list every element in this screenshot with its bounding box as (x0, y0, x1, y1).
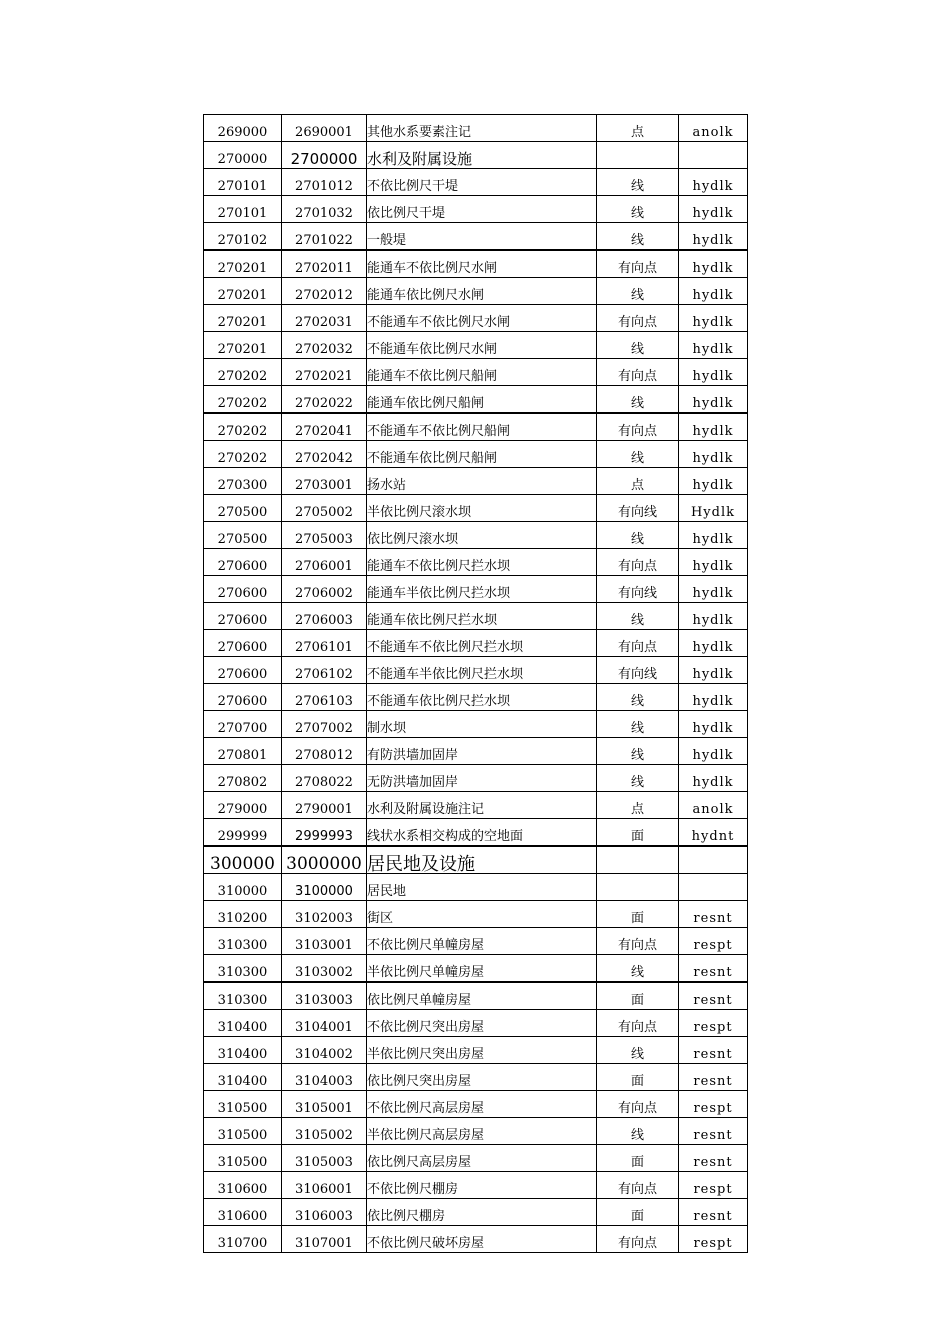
table-row (204, 928, 748, 955)
feature-code-cell: 2702021 (282, 359, 367, 386)
category-code-cell: 310300 (204, 955, 282, 983)
table-row (204, 1037, 748, 1064)
feature-code-cell: 3106003 (282, 1199, 367, 1226)
geometry-type-cell: 面 (597, 901, 679, 928)
category-code-cell: 270201 (204, 250, 282, 278)
feature-name-cell: 不依比例尺棚房 (367, 1172, 597, 1199)
feature-name-cell: 一般堤 (367, 223, 597, 251)
table-body (204, 115, 748, 1253)
layer-name-cell: respt (679, 928, 748, 955)
table-row (204, 982, 748, 1010)
feature-name-cell: 水利及附属设施 (367, 142, 597, 169)
table-row (204, 874, 748, 901)
geometry-type-cell: 线 (597, 196, 679, 223)
geometry-type-cell: 点 (597, 792, 679, 819)
table-row (204, 1145, 748, 1172)
table-row (204, 765, 748, 792)
layer-name-cell: respt (679, 1091, 748, 1118)
feature-code-table (203, 114, 748, 1253)
geometry-type-cell: 面 (597, 982, 679, 1010)
feature-name-cell: 不依比例尺破坏房屋 (367, 1226, 597, 1253)
feature-code-cell: 3105002 (282, 1118, 367, 1145)
feature-name-cell: 半依比例尺突出房屋 (367, 1037, 597, 1064)
feature-name-cell: 不能通车半依比例尺拦水坝 (367, 657, 597, 684)
feature-name-cell: 不依比例尺单幢房屋 (367, 928, 597, 955)
feature-name-cell: 不依比例尺突出房屋 (367, 1010, 597, 1037)
layer-name-cell: resnt (679, 1037, 748, 1064)
layer-name-cell: Hydlk (679, 495, 748, 522)
layer-name-cell: hydlk (679, 603, 748, 630)
table-row (204, 901, 748, 928)
layer-name-cell: anolk (679, 115, 748, 142)
geometry-type-cell (597, 874, 679, 901)
feature-name-cell: 居民地及设施 (367, 846, 597, 874)
layer-name-cell: hydlk (679, 549, 748, 576)
table-row (204, 576, 748, 603)
table-row (204, 522, 748, 549)
layer-name-cell: hydlk (679, 250, 748, 278)
table-row (204, 495, 748, 522)
feature-name-cell: 街区 (367, 901, 597, 928)
geometry-type-cell: 有向点 (597, 413, 679, 441)
layer-name-cell: hydlk (679, 278, 748, 305)
geometry-type-cell: 线 (597, 1118, 679, 1145)
category-code-cell: 310400 (204, 1010, 282, 1037)
geometry-type-cell: 线 (597, 386, 679, 414)
layer-name-cell: hydlk (679, 684, 748, 711)
table-row (204, 1091, 748, 1118)
category-code-cell: 310500 (204, 1145, 282, 1172)
layer-name-cell: resnt (679, 901, 748, 928)
geometry-type-cell: 有向点 (597, 630, 679, 657)
category-code-cell: 270101 (204, 196, 282, 223)
feature-name-cell: 有防洪墙加固岸 (367, 738, 597, 765)
category-code-cell: 270600 (204, 630, 282, 657)
layer-name-cell: respt (679, 1172, 748, 1199)
feature-code-cell: 2706102 (282, 657, 367, 684)
category-code-cell: 269000 (204, 115, 282, 142)
feature-code-cell: 3105001 (282, 1091, 367, 1118)
feature-code-cell: 3105003 (282, 1145, 367, 1172)
feature-code-cell: 2702011 (282, 250, 367, 278)
layer-name-cell: resnt (679, 982, 748, 1010)
geometry-type-cell: 线 (597, 738, 679, 765)
feature-code-cell: 2702031 (282, 305, 367, 332)
geometry-type-cell: 点 (597, 468, 679, 495)
category-code-cell: 279000 (204, 792, 282, 819)
geometry-type-cell: 有向点 (597, 1010, 679, 1037)
category-code-cell: 270802 (204, 765, 282, 792)
feature-code-cell: 3103003 (282, 982, 367, 1010)
feature-name-cell: 不能通车依比例尺拦水坝 (367, 684, 597, 711)
feature-name-cell: 能通车不依比例尺拦水坝 (367, 549, 597, 576)
table-row (204, 738, 748, 765)
feature-code-cell: 2690001 (282, 115, 367, 142)
feature-code-cell: 2706103 (282, 684, 367, 711)
feature-code-cell: 3104003 (282, 1064, 367, 1091)
geometry-type-cell: 线 (597, 223, 679, 251)
layer-name-cell: resnt (679, 1199, 748, 1226)
feature-code-cell: 2702012 (282, 278, 367, 305)
feature-name-cell: 线状水系相交构成的空地面 (367, 819, 597, 847)
table-row (204, 305, 748, 332)
layer-name-cell: resnt (679, 1145, 748, 1172)
feature-name-cell: 依比例尺突出房屋 (367, 1064, 597, 1091)
layer-name-cell: respt (679, 1010, 748, 1037)
geometry-type-cell: 有向点 (597, 928, 679, 955)
feature-code-cell: 2702042 (282, 441, 367, 468)
feature-code-cell: 2706101 (282, 630, 367, 657)
table-row (204, 468, 748, 495)
table-row (204, 1064, 748, 1091)
feature-code-cell: 2701012 (282, 169, 367, 196)
table-row (204, 549, 748, 576)
table-row (204, 792, 748, 819)
category-code-cell: 310400 (204, 1037, 282, 1064)
feature-name-cell: 无防洪墙加固岸 (367, 765, 597, 792)
geometry-type-cell: 有向点 (597, 305, 679, 332)
layer-name-cell: hydlk (679, 441, 748, 468)
table-row (204, 115, 748, 142)
feature-name-cell: 不能通车依比例尺船闸 (367, 441, 597, 468)
feature-name-cell: 能通车半依比例尺拦水坝 (367, 576, 597, 603)
feature-name-cell: 半依比例尺高层房屋 (367, 1118, 597, 1145)
category-code-cell: 310200 (204, 901, 282, 928)
layer-name-cell: resnt (679, 955, 748, 983)
feature-name-cell: 依比例尺高层房屋 (367, 1145, 597, 1172)
category-code-cell: 270600 (204, 657, 282, 684)
layer-name-cell: resnt (679, 1118, 748, 1145)
table-row (204, 1172, 748, 1199)
feature-code-cell: 2701032 (282, 196, 367, 223)
geometry-type-cell: 线 (597, 278, 679, 305)
category-code-cell: 270600 (204, 684, 282, 711)
table-row (204, 278, 748, 305)
table-row (204, 657, 748, 684)
geometry-type-cell: 线 (597, 955, 679, 983)
geometry-type-cell: 有向线 (597, 495, 679, 522)
feature-code-cell: 2708022 (282, 765, 367, 792)
feature-code-cell: 3103002 (282, 955, 367, 983)
geometry-type-cell: 面 (597, 1199, 679, 1226)
geometry-type-cell: 线 (597, 711, 679, 738)
category-code-cell: 270201 (204, 305, 282, 332)
feature-name-cell: 半依比例尺滚水坝 (367, 495, 597, 522)
table-row (204, 386, 748, 414)
feature-name-cell: 不能通车不依比例尺水闸 (367, 305, 597, 332)
layer-name-cell (679, 846, 748, 874)
layer-name-cell: hydlk (679, 169, 748, 196)
feature-name-cell: 依比例尺滚水坝 (367, 522, 597, 549)
category-code-cell: 270202 (204, 386, 282, 414)
layer-name-cell: hydlk (679, 576, 748, 603)
feature-code-cell: 2790001 (282, 792, 367, 819)
feature-name-cell: 依比例尺单幢房屋 (367, 982, 597, 1010)
category-code-cell: 270600 (204, 549, 282, 576)
category-code-cell: 310300 (204, 982, 282, 1010)
geometry-type-cell: 面 (597, 1145, 679, 1172)
feature-code-cell: 3106001 (282, 1172, 367, 1199)
feature-name-cell: 能通车不依比例尺船闸 (367, 359, 597, 386)
layer-name-cell: hydlk (679, 468, 748, 495)
geometry-type-cell: 有向点 (597, 549, 679, 576)
table-row (204, 630, 748, 657)
feature-code-cell: 2701022 (282, 223, 367, 251)
layer-name-cell: resnt (679, 1064, 748, 1091)
feature-code-cell: 3103001 (282, 928, 367, 955)
feature-code-cell: 3107001 (282, 1226, 367, 1253)
table-row (204, 603, 748, 630)
category-code-cell: 270201 (204, 332, 282, 359)
category-code-cell: 270101 (204, 169, 282, 196)
category-code-cell: 310000 (204, 874, 282, 901)
category-code-cell: 270000 (204, 142, 282, 169)
layer-name-cell: hydlk (679, 522, 748, 549)
feature-name-cell: 能通车不依比例尺水闸 (367, 250, 597, 278)
feature-name-cell: 不能通车不依比例尺船闸 (367, 413, 597, 441)
feature-name-cell: 能通车依比例尺拦水坝 (367, 603, 597, 630)
category-code-cell: 310500 (204, 1091, 282, 1118)
table-row (204, 955, 748, 983)
category-code-cell: 270801 (204, 738, 282, 765)
layer-name-cell: hydlk (679, 630, 748, 657)
table-row (204, 711, 748, 738)
geometry-type-cell: 有向线 (597, 576, 679, 603)
layer-name-cell: hydlk (679, 359, 748, 386)
table-row (204, 359, 748, 386)
layer-name-cell: hydlk (679, 413, 748, 441)
feature-name-cell: 扬水站 (367, 468, 597, 495)
category-code-cell: 270202 (204, 359, 282, 386)
feature-code-cell: 2707002 (282, 711, 367, 738)
table-row (204, 332, 748, 359)
feature-code-cell: 2702032 (282, 332, 367, 359)
category-code-cell: 270700 (204, 711, 282, 738)
category-code-cell: 310500 (204, 1118, 282, 1145)
layer-name-cell (679, 874, 748, 901)
category-code-cell: 310700 (204, 1226, 282, 1253)
table-row (204, 1199, 748, 1226)
feature-name-cell: 其他水系要素注记 (367, 115, 597, 142)
table-row (204, 819, 748, 847)
feature-name-cell: 水利及附属设施注记 (367, 792, 597, 819)
feature-code-cell: 3102003 (282, 901, 367, 928)
category-code-cell: 270600 (204, 576, 282, 603)
feature-code-cell: 3104001 (282, 1010, 367, 1037)
category-code-cell: 270202 (204, 413, 282, 441)
layer-name-cell: respt (679, 1226, 748, 1253)
geometry-type-cell: 有向点 (597, 1226, 679, 1253)
layer-name-cell: hydlk (679, 305, 748, 332)
table-row (204, 223, 748, 251)
feature-code-cell: 2706002 (282, 576, 367, 603)
feature-code-cell: 2705002 (282, 495, 367, 522)
geometry-type-cell: 线 (597, 169, 679, 196)
layer-name-cell: anolk (679, 792, 748, 819)
geometry-type-cell: 有向点 (597, 359, 679, 386)
table-row (204, 1010, 748, 1037)
category-code-cell: 270201 (204, 278, 282, 305)
feature-code-cell: 3104002 (282, 1037, 367, 1064)
geometry-type-cell (597, 142, 679, 169)
geometry-type-cell: 线 (597, 522, 679, 549)
geometry-type-cell: 有向点 (597, 1172, 679, 1199)
table-row (204, 169, 748, 196)
category-code-cell: 270600 (204, 603, 282, 630)
table-row (204, 846, 748, 874)
geometry-type-cell: 线 (597, 441, 679, 468)
geometry-type-cell: 线 (597, 1037, 679, 1064)
geometry-type-cell: 线 (597, 684, 679, 711)
layer-name-cell: hydlk (679, 223, 748, 251)
geometry-type-cell: 有向点 (597, 250, 679, 278)
feature-name-cell: 能通车依比例尺船闸 (367, 386, 597, 414)
table-row (204, 413, 748, 441)
table-row (204, 196, 748, 223)
category-code-cell: 310600 (204, 1172, 282, 1199)
geometry-type-cell: 线 (597, 765, 679, 792)
layer-name-cell: hydlk (679, 332, 748, 359)
category-code-cell: 270300 (204, 468, 282, 495)
layer-name-cell: hydlk (679, 657, 748, 684)
feature-code-cell: 2706001 (282, 549, 367, 576)
geometry-type-cell: 线 (597, 603, 679, 630)
feature-name-cell: 依比例尺干堤 (367, 196, 597, 223)
feature-name-cell: 能通车依比例尺水闸 (367, 278, 597, 305)
layer-name-cell: hydlk (679, 738, 748, 765)
feature-name-cell: 半依比例尺单幢房屋 (367, 955, 597, 983)
layer-name-cell: hydlk (679, 196, 748, 223)
feature-name-cell: 不依比例尺干堤 (367, 169, 597, 196)
feature-name-cell: 不能通车不依比例尺拦水坝 (367, 630, 597, 657)
table-row (204, 1118, 748, 1145)
geometry-type-cell (597, 846, 679, 874)
feature-name-cell: 不依比例尺高层房屋 (367, 1091, 597, 1118)
feature-name-cell: 依比例尺棚房 (367, 1199, 597, 1226)
category-code-cell: 270500 (204, 495, 282, 522)
category-code-cell: 270202 (204, 441, 282, 468)
table-row (204, 1226, 748, 1253)
geometry-type-cell: 面 (597, 1064, 679, 1091)
table-row (204, 142, 748, 169)
feature-code-cell: 2702022 (282, 386, 367, 414)
category-code-cell: 300000 (204, 846, 282, 874)
feature-code-cell: 3000000 (282, 846, 367, 874)
geometry-type-cell: 点 (597, 115, 679, 142)
layer-name-cell: hydlk (679, 711, 748, 738)
category-code-cell: 299999 (204, 819, 282, 847)
feature-code-cell: 2708012 (282, 738, 367, 765)
feature-code-cell: 3100000 (282, 874, 367, 901)
table-row (204, 684, 748, 711)
category-code-cell: 270102 (204, 223, 282, 251)
feature-code-cell: 2706003 (282, 603, 367, 630)
layer-name-cell: hydlk (679, 386, 748, 414)
feature-name-cell: 居民地 (367, 874, 597, 901)
feature-code-cell: 2705003 (282, 522, 367, 549)
geometry-type-cell: 有向线 (597, 657, 679, 684)
table-row (204, 441, 748, 468)
geometry-type-cell: 线 (597, 332, 679, 359)
feature-name-cell: 制水坝 (367, 711, 597, 738)
feature-code-cell: 2703001 (282, 468, 367, 495)
table-row (204, 250, 748, 278)
feature-code-cell: 2700000 (282, 142, 367, 169)
category-code-cell: 310400 (204, 1064, 282, 1091)
layer-name-cell: hydnt (679, 819, 748, 847)
category-code-cell: 310300 (204, 928, 282, 955)
layer-name-cell: hydlk (679, 765, 748, 792)
feature-name-cell: 不能通车依比例尺水闸 (367, 332, 597, 359)
feature-code-cell: 2702041 (282, 413, 367, 441)
layer-name-cell (679, 142, 748, 169)
category-code-cell: 270500 (204, 522, 282, 549)
geometry-type-cell: 面 (597, 819, 679, 847)
geometry-type-cell: 有向点 (597, 1091, 679, 1118)
category-code-cell: 310600 (204, 1199, 282, 1226)
feature-code-cell: 2999993 (282, 819, 367, 847)
